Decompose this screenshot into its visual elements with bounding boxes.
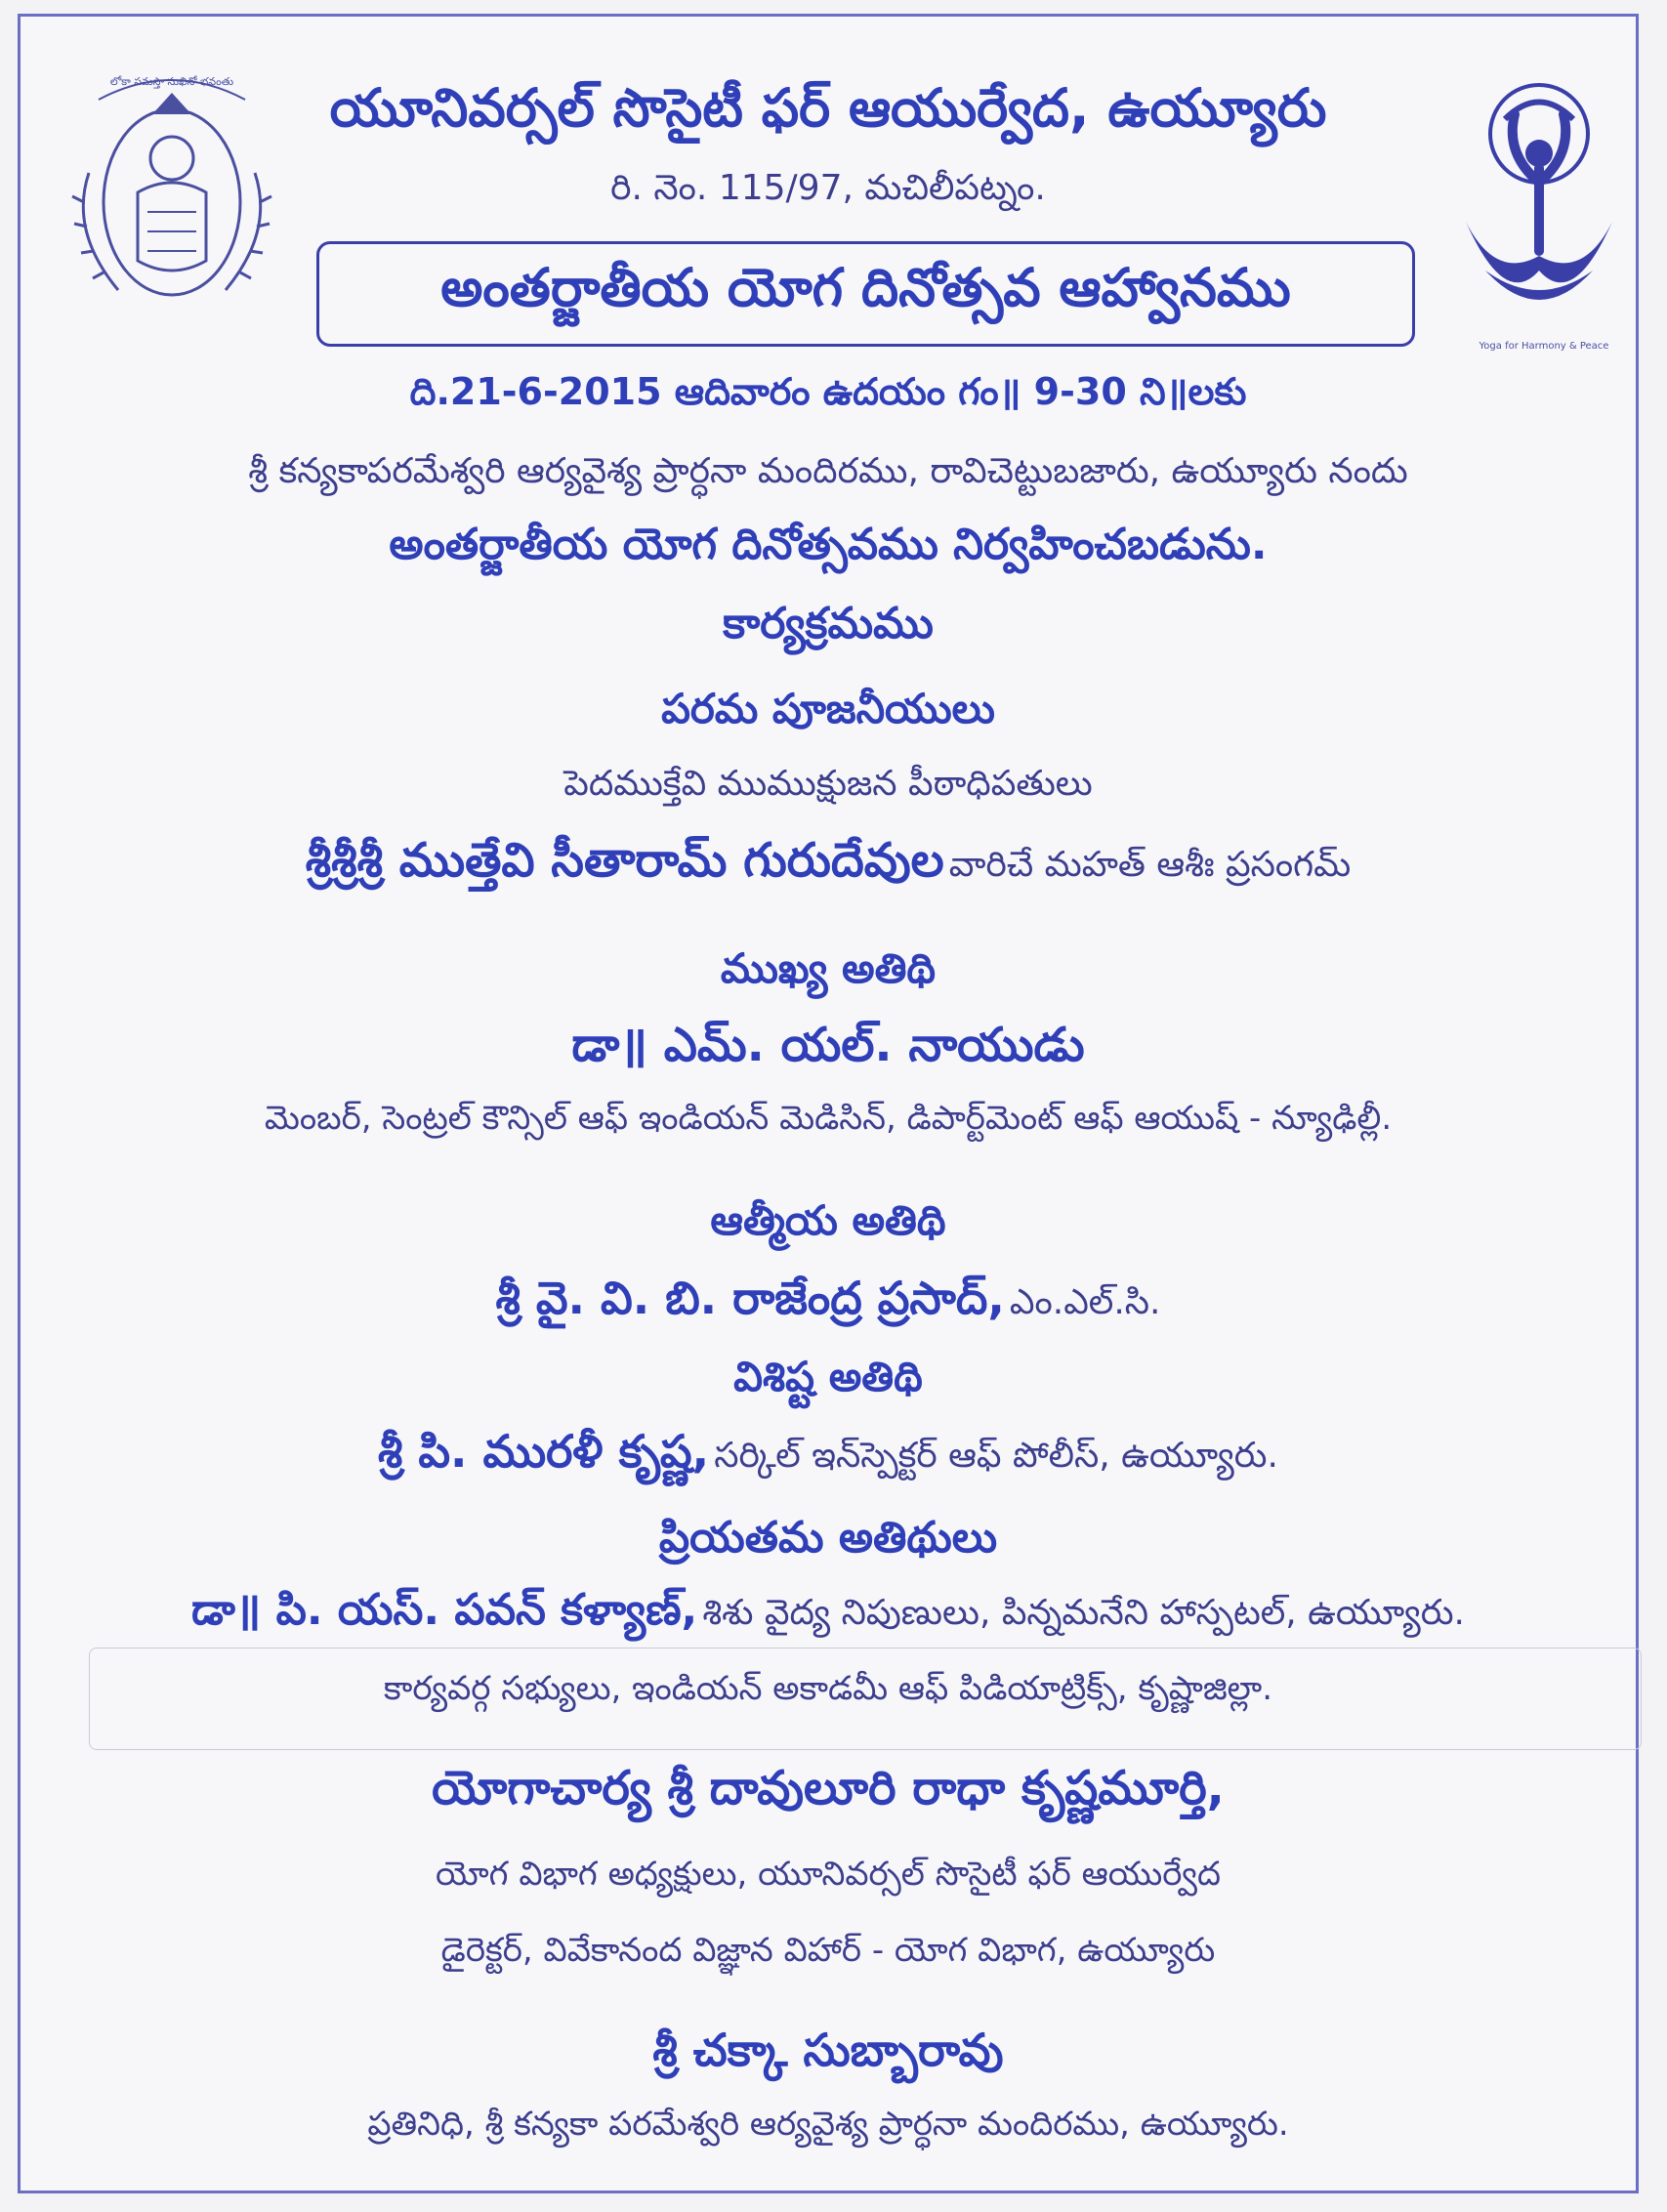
- yoga-logo-caption: Yoga for Harmony & Peace: [1479, 341, 1609, 352]
- chakka-name: శ్రీ చక్కా సుబ్బారావు: [652, 2024, 1004, 2076]
- priya-heading: ప్రియతమ అతిథులు: [658, 1513, 998, 1563]
- param-suffix: వారిచే మహత్ ఆశీః ప్రసంగమ్: [948, 845, 1352, 885]
- param-name: శ్రీశ్రీశ్రీ ముత్తేవి సీతారామ్ గురుదేవుల: [305, 833, 944, 888]
- chief-name: డా॥ ఎమ్. యల్. నాయుడు: [571, 1018, 1085, 1072]
- vishishta-line: [21, 1425, 1636, 1489]
- param-line: [21, 833, 1636, 899]
- vishishta-heading: విశిష్ట అతిథి: [733, 1353, 923, 1400]
- param-subtitle: పెదముక్తేవి ముముక్షుజన పీఠాధిపతులు: [563, 764, 1093, 804]
- event-datetime: ది.21-6-2015 ఆదివారం ఉదయం గం॥ 9-30 ని॥లకు: [409, 370, 1247, 413]
- invitation-page: [18, 14, 1639, 2193]
- aatmiya-name: శ్రీ వై. వి. బి. రాజేంద్ర ప్రసాద్,: [495, 1272, 1005, 1324]
- registration-number: రి. నెం. 115/97, మచిలీపట్నం.: [610, 168, 1046, 208]
- aatmiya-suffix: ఎం.ఎల్.సి.: [1009, 1282, 1161, 1322]
- vishishta-suffix: సర్కిల్ ఇన్‌స్పెక్టర్ ఆఫ్ పోలీస్, ఉయ్యూరు.: [714, 1436, 1278, 1476]
- chief-heading: ముఖ్య అతిథి: [720, 944, 937, 992]
- aatmiya-heading: ఆత్మీయ అతిథి: [710, 1196, 946, 1244]
- priya-line: [21, 1585, 1636, 1646]
- yoga-description-2: డైరెక్టర్, వివేకానంద విజ్ఞాన విహార్ - యోగ విభాగ, ఉయ్యూరు: [440, 1931, 1216, 1970]
- invitation-title: అంతర్జాతీయ యోగ దినోత్సవ ఆహ్వానము: [316, 241, 1415, 347]
- priya-name: డా॥ పి. యస్. పవన్ కళ్యాణ్,: [191, 1585, 698, 1635]
- priya-suffix: శిశు వైద్య నిపుణులు, పిన్నమనేని హాస్పటల్, ఉయ్యూరు.: [702, 1593, 1465, 1633]
- yoga-name: యోగాచార్య శ్రీ దావులూరి రాధా కృష్ణమూర్తి,: [432, 1761, 1225, 1816]
- param-heading: పరమ పూజనీయులు: [661, 685, 995, 732]
- chief-description: మెంబర్, సెంట్రల్ కౌన్సిల్ ఆఫ్ ఇండియన్ మెడిసిన్, డిపార్ట్‌మెంట్ ఆఫ్ ఆయుష్ - న్యూఢిల్లీ.: [264, 1099, 1393, 1138]
- emblem-caption: లోకా సమస్తా సుఖినో భవంతు: [109, 75, 234, 88]
- yoga-description-1: యోగ విభాగ అధ్యక్షులు, యూనివర్సల్ సొసైటీ ఫర్ ఆయుర్వేద: [436, 1855, 1221, 1894]
- vishishta-name: శ్రీ పి. మురళీ కృష్ణ,: [378, 1425, 710, 1478]
- chakka-description: ప్రతినిధి, శ్రీ కన్యకా పరమేశ్వరి ఆర్యవైశ్య ప్రార్ధనా మందిరము, ఉయ్యూరు.: [367, 2105, 1289, 2144]
- program-heading: కార్యక్రమము: [723, 599, 934, 648]
- aatmiya-line: [21, 1272, 1636, 1336]
- event-venue: శ్రీ కన్యకాపరమేశ్వరి ఆర్యవైశ్య ప్రార్ధనా మందిరము, రావిచెట్టుబజారు, ఉయ్యూరు నందు: [248, 451, 1408, 491]
- priya-description: కార్యవర్గ సభ్యులు, ఇండియన్ అకాడమీ ఆఫ్ పిడియాట్రిక్స్, కృష్ణాజిల్లా.: [383, 1669, 1273, 1708]
- org-name: యూనివర్సల్ సొసైటీ ఫర్ ఆయుర్వేద, ఉయ్యూరు: [329, 77, 1327, 139]
- event-announcement: అంతర్జాతీయ యోగ దినోత్సవము నిర్వహించబడును.: [389, 520, 1268, 569]
